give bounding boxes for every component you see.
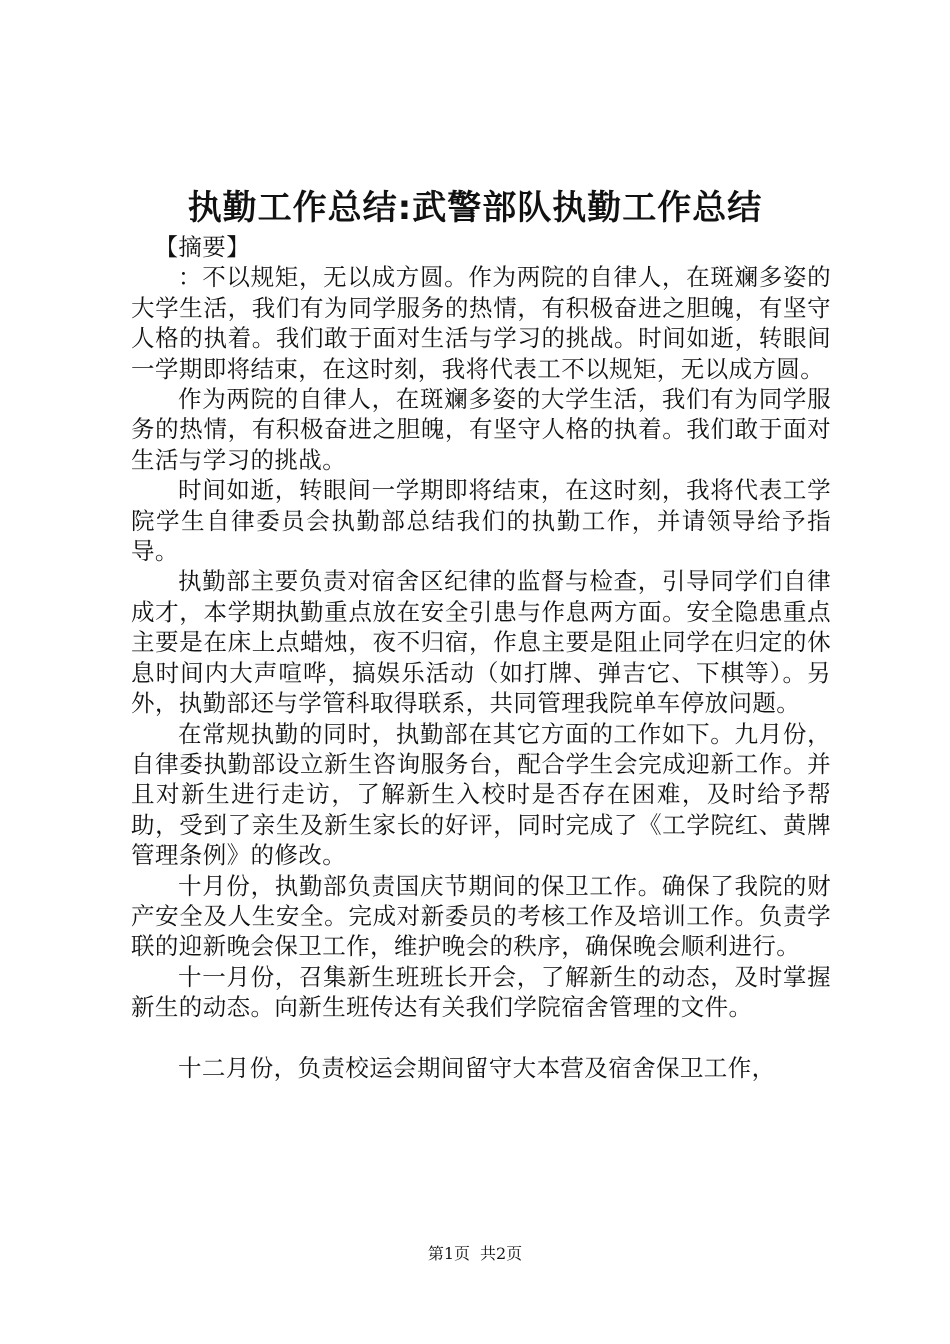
paragraph: 作为两院的自律人，在斑斓多姿的大学生活，我们有为同学服务的热情，有积极奋进之胆魄，有坚守人格的执着。我们敢于面对生活与学习的挑战。 bbox=[131, 385, 831, 474]
page-total: 共2页 bbox=[480, 1244, 523, 1263]
paragraph: 执勤部主要负责对宿舍区纪律的监督与检查，引导同学们自律成才，本学期执勤重点放在安全引患与作息两方面。安全隐患重点主要是在床上点蜡烛，夜不归宿，作息主要是阻止同学在归定的休息时间内大声喧哗，搞娱乐活动（如打牌、弹吉它、下棋等）。另外，执勤部还与学管科取得联系，共同管理我院单车停放问题。 bbox=[131, 567, 831, 718]
page-number: 第1页 bbox=[427, 1244, 470, 1263]
paragraph: 在常规执勤的同时，执勤部在其它方面的工作如下。九月份，自律委执勤部设立新生咨询服务台，配合学生会完成迎新工作。并且对新生进行走访，了解新生入校时是否存在困难，及时给予帮助，受到了亲生及新生家长的好评，同时完成了《工学院红、黄牌管理条例》的修改。 bbox=[131, 719, 831, 870]
abstract-label: 【摘要】 bbox=[154, 233, 251, 261]
document-body bbox=[131, 232, 831, 1083]
paragraph: 时间如逝，转眼间一学期即将结束，在这时刻，我将代表工学院学生自律委员会执勤部总结我们的执勤工作，并请领导给予指导。 bbox=[131, 476, 831, 566]
paragraph: 十一月份，召集新生班班长开会，了解新生的动态，及时掌握新生的动态。向新生班传达有关我们学院宿舍管理的文件。 bbox=[131, 962, 831, 1022]
document-title: 执勤工作总结:武警部队执勤工作总结 bbox=[187, 188, 763, 228]
paragraph: 十二月份，负责校运会期间留守大本营及宿舍保卫工作， bbox=[178, 1053, 776, 1082]
paragraph: 十月份，执勤部负责国庆节期间的保卫工作。确保了我院的财产安全及人生安全。完成对新委员的考核工作及培训工作。负责学联的迎新晚会保卫工作，维护晚会的秩序，确保晚会顺利进行。 bbox=[131, 871, 831, 961]
paragraph-abstract: ：不以规矩，无以成方圆。作为两院的自律人，在斑斓多姿的大学生活，我们有为同学服务的热情，有积极奋进之胆魄，有坚守人格的执着。我们敢于面对生活与学习的挑战。时间如逝，转眼间一学期即将结束，在这时刻，我将代表工不以规矩，无以成方圆。 bbox=[131, 263, 831, 383]
page-footer bbox=[0, 1244, 950, 1264]
